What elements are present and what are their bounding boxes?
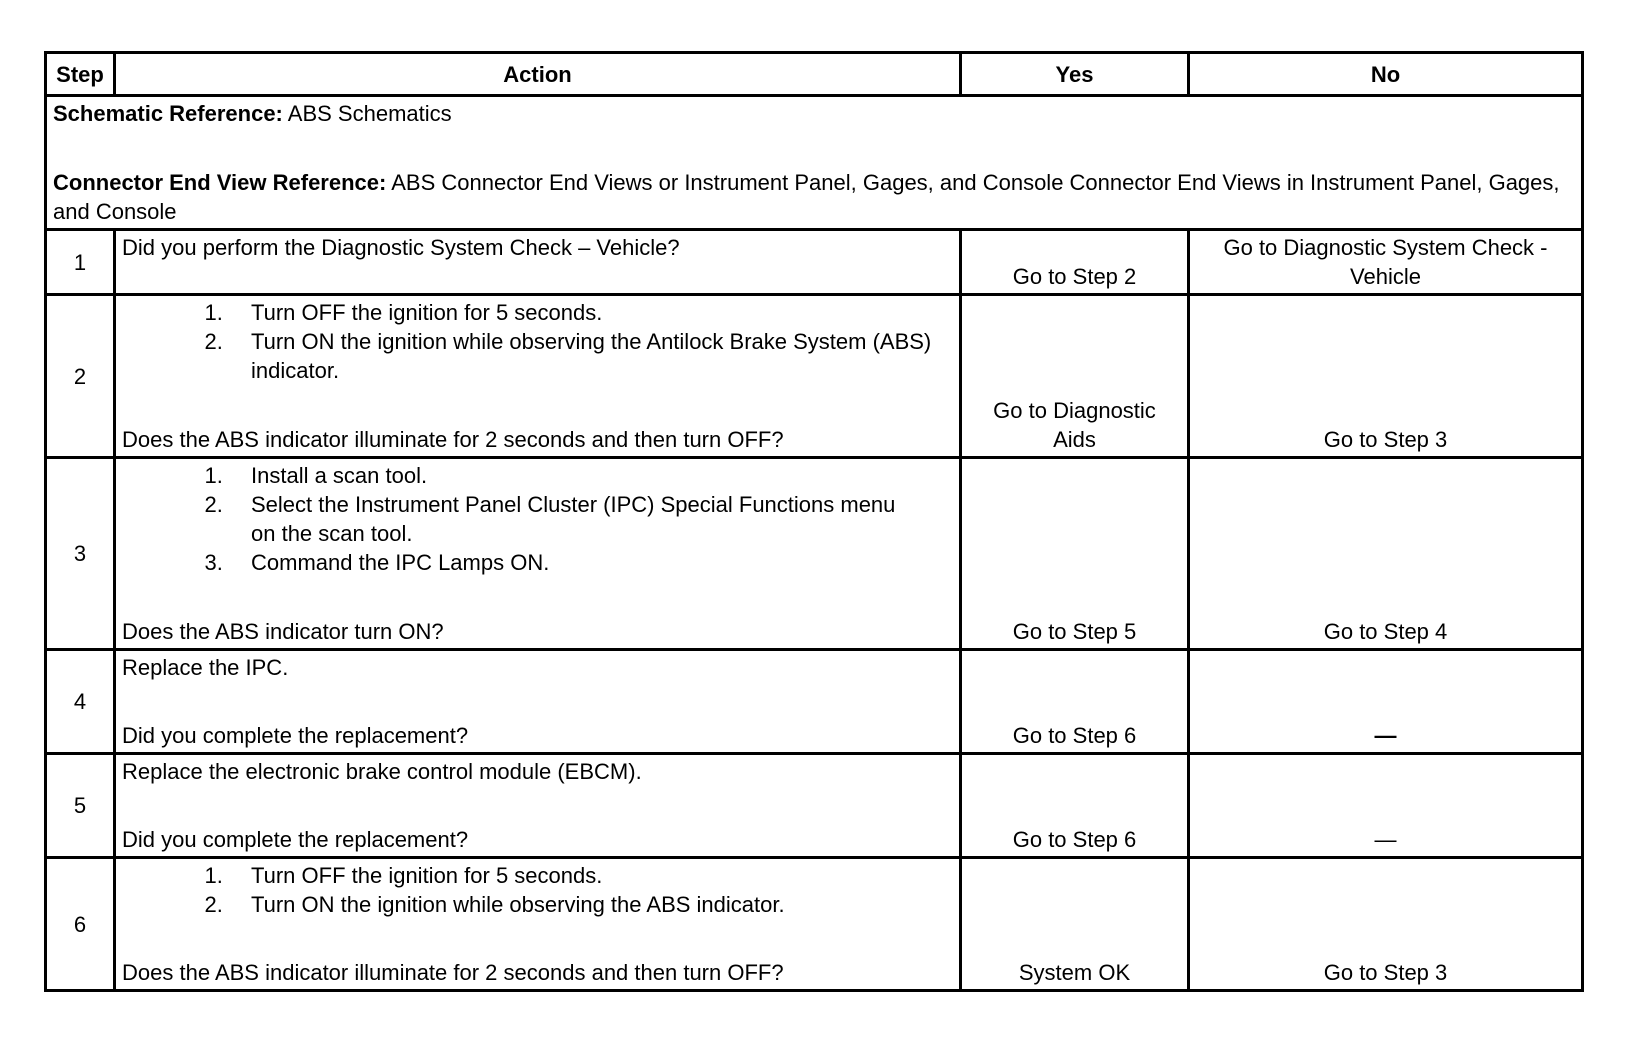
step-number: 6 <box>46 858 115 991</box>
action-cell <box>115 754 961 858</box>
yes-result: Go to Step 2 <box>961 230 1189 295</box>
schematic-reference-value: ABS Schematics <box>282 101 452 126</box>
header-step: Step <box>46 53 115 96</box>
action-step: 1. Turn OFF the ignition for 5 seconds. <box>229 298 953 327</box>
connector-reference-value: ABS Connector End Views or Instrument Panel, Gages, and Console Connector End Views in Instrument Panel, Gages, and Console <box>53 170 1560 224</box>
action-step: 2. Turn ON the ignition while observing the Antilock Brake System (ABS) indicator. <box>229 327 953 385</box>
step-number: 2 <box>46 295 115 458</box>
action-text: Replace the IPC. <box>122 655 289 680</box>
connector-reference-label: Connector End View Reference: <box>53 170 387 195</box>
yes-result: Go to Step 6 <box>961 650 1189 754</box>
reference-cell <box>46 96 1583 230</box>
schematic-reference <box>53 99 1575 128</box>
table-row <box>46 230 1583 295</box>
action-step: 3. Command the IPC Lamps ON. <box>229 548 913 577</box>
table-row <box>46 858 1583 991</box>
step-number: 5 <box>46 754 115 858</box>
action-cell <box>115 230 961 295</box>
header-action: Action <box>115 53 961 96</box>
header-yes: Yes <box>961 53 1189 96</box>
action-text: Did you perform the Diagnostic System Check – Vehicle? <box>122 235 680 260</box>
action-steps-list <box>122 861 953 919</box>
schematic-reference-label: Schematic Reference: <box>53 101 283 126</box>
no-result: Go to Step 4 <box>1189 458 1583 650</box>
yes-result: Go to Step 6 <box>961 754 1189 858</box>
action-steps-list <box>122 298 953 385</box>
action-text: Replace the electronic brake control module (EBCM). <box>122 759 642 784</box>
table-row <box>46 295 1583 458</box>
table-header-row <box>46 53 1583 96</box>
action-question: Did you complete the replacement? <box>122 723 469 748</box>
reference-row <box>46 96 1583 230</box>
table-row <box>46 754 1583 858</box>
connector-reference <box>53 168 1575 226</box>
action-question: Did you complete the replacement? <box>122 827 469 852</box>
no-result: — <box>1189 754 1583 858</box>
action-cell <box>115 650 961 754</box>
action-question: Does the ABS indicator turn ON? <box>122 619 444 644</box>
action-step: 2. Turn ON the ignition while observing the ABS indicator. <box>229 890 953 919</box>
action-question: Does the ABS indicator illuminate for 2 seconds and then turn OFF? <box>122 427 784 452</box>
yes-result: Go to Step 5 <box>961 458 1189 650</box>
step-number: 3 <box>46 458 115 650</box>
no-result: — <box>1189 650 1583 754</box>
header-no: No <box>1189 53 1583 96</box>
action-cell <box>115 458 961 650</box>
action-steps-list <box>122 461 953 577</box>
action-step: 2. Select the Instrument Panel Cluster (IPC) Special Functions menu on the scan tool. <box>229 490 913 548</box>
step-number: 1 <box>46 230 115 295</box>
yes-result: Go to Diagnostic Aids <box>961 295 1189 458</box>
yes-result: System OK <box>961 858 1189 991</box>
diagnostic-table <box>44 51 1584 992</box>
no-result: Go to Step 3 <box>1189 858 1583 991</box>
no-result: Go to Diagnostic System Check - Vehicle <box>1189 230 1583 295</box>
action-cell <box>115 858 961 991</box>
no-result: Go to Step 3 <box>1189 295 1583 458</box>
table-row <box>46 458 1583 650</box>
action-step: 1. Install a scan tool. <box>229 461 913 490</box>
action-question: Does the ABS indicator illuminate for 2 seconds and then turn OFF? <box>122 960 784 985</box>
action-cell <box>115 295 961 458</box>
action-step: 1. Turn OFF the ignition for 5 seconds. <box>229 861 953 890</box>
step-number: 4 <box>46 650 115 754</box>
table-row <box>46 650 1583 754</box>
